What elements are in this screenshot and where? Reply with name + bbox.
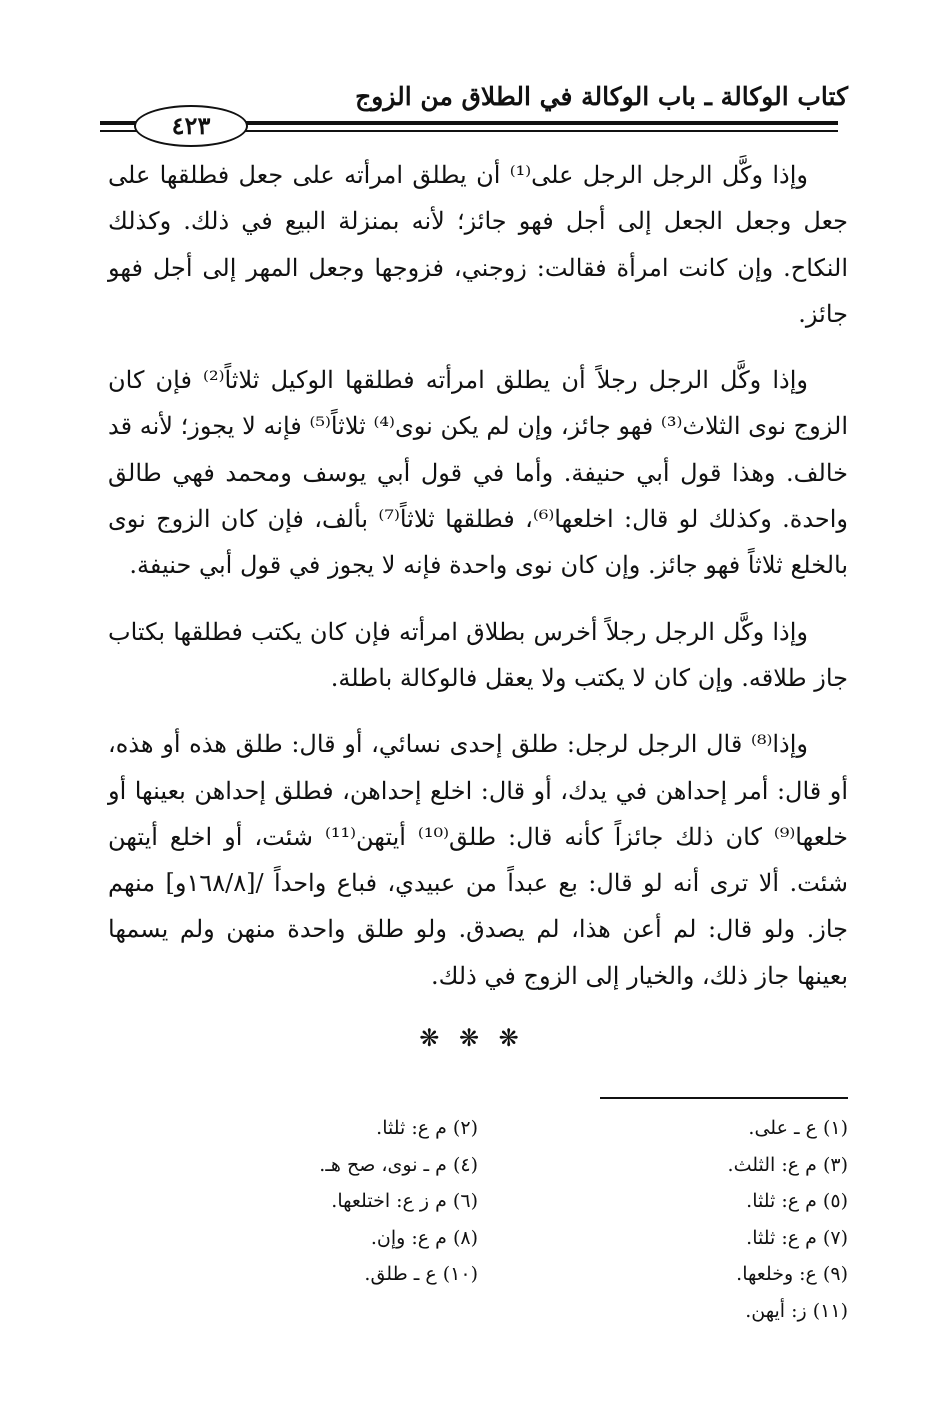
- footnotes: [108, 1110, 848, 1329]
- paragraph: وإذا⁽⁸⁾ قال الرجل لرجل: طلق إحدى نسائي، أو قال: طلق هذه أو هذه، أو قال: أمر إحداهن في يدك، أو قال: اخلع إحداهن، فطلق إحداهن بعينها أو خلعها⁽⁹⁾ كان ذلك جائزاً كأنه قال: طلق⁽¹⁰⁾ أيتهن⁽¹¹⁾ شئت، أو اخلع أيتهن شئت. ألا ترى أنه لو قال: بع عبداً من عبيدي، فباع واحداً /[١٦٨/٨و] منهم جاز. ولو قال: لم أعن هذا، لم يصدق. ولو طلق واحدة منهن ولم يسمها بعينها جاز ذلك، والخيار إلى الزوج في ذلك.: [108, 730, 849, 990]
- paragraph: وإذا وكَّل الرجل رجلاً أن يطلق امرأته فطلقها الوكيل ثلاثاً⁽²⁾ فإن كان الزوج نوى الثلاث⁽³⁾ فهو جائز، وإن لم يكن نوى⁽⁴⁾ ثلاثاً⁽⁵⁾ فإنه لا يجوز؛ لأنه قد خالف. وهذا قول أبي حنيفة. وأما في قول أبي يوسف ومحمد فهي طالق واحدة. وكذلك لو قال: اخلعها⁽⁶⁾، فطلقها ثلاثاً⁽⁷⁾ بألف، فإن كان الزوج نوى بالخلع ثلاثاً فهو جائز. وإن كان نوى واحدة فإنه لا يجوز في قول أبي حنيفة.: [108, 366, 849, 580]
- footnote-row: [108, 1110, 848, 1147]
- running-title: كتاب الوكالة ـ باب الوكالة في الطلاق من الزوج: [355, 82, 848, 111]
- footnote: (١) ع ـ على.: [748, 1117, 848, 1139]
- paragraph: وإذا وكَّل الرجل الرجل على⁽¹⁾ أن يطلق امرأته على جعل فطلقها على جعل وجعل الجعل إلى أجل فهو جائز؛ لأنه بمنزلة البيع في ذلك. وكذلك النكاح. وإن كانت امرأة فقالت: زوجني، فزوجها وجعل المهر إلى أجل فهو جائز.: [108, 161, 848, 328]
- footnote: (١٠) ع ـ طلق.: [364, 1263, 478, 1285]
- footnote-row: [108, 1220, 848, 1257]
- footnote-separator: [600, 1097, 848, 1099]
- footnote: (٧) م ع: ثلثا.: [746, 1226, 848, 1249]
- footnote: (٤) م ـ نوى، صح هـ.: [319, 1153, 478, 1176]
- footnote-row: [108, 1183, 848, 1220]
- footnote: (٨) م ع: وإن.: [370, 1226, 478, 1249]
- footnote: [108, 1293, 478, 1330]
- footnote: (٦) م ز ع: اختلعها.: [331, 1190, 478, 1212]
- section-ornament: ❋ ❋ ❋: [419, 1024, 525, 1052]
- footnote: (٢) م ع: ثلثا.: [376, 1117, 478, 1139]
- footnote: (٣) م ع: الثلث.: [727, 1153, 848, 1176]
- footnote-row: [108, 1256, 848, 1293]
- footnote: (٩) ع: وخلعها.: [736, 1263, 848, 1285]
- paragraph: وإذا وكَّل الرجل رجلاً أخرس بطلاق امرأته فإن كان يكتب فطلقها بكتاب جاز طلاقه. وإن كان لا يكتب ولا يعقل فالوكالة باطلة.: [108, 617, 848, 692]
- page-number: ٤٢٣: [134, 105, 248, 147]
- footnote-row: [108, 1293, 848, 1330]
- footnote-row: [108, 1147, 848, 1184]
- footnote: (١١) ز: أيهن.: [745, 1299, 848, 1322]
- main-text: [108, 152, 848, 1019]
- footnote: (٥) م ع: ثلثا.: [746, 1190, 848, 1212]
